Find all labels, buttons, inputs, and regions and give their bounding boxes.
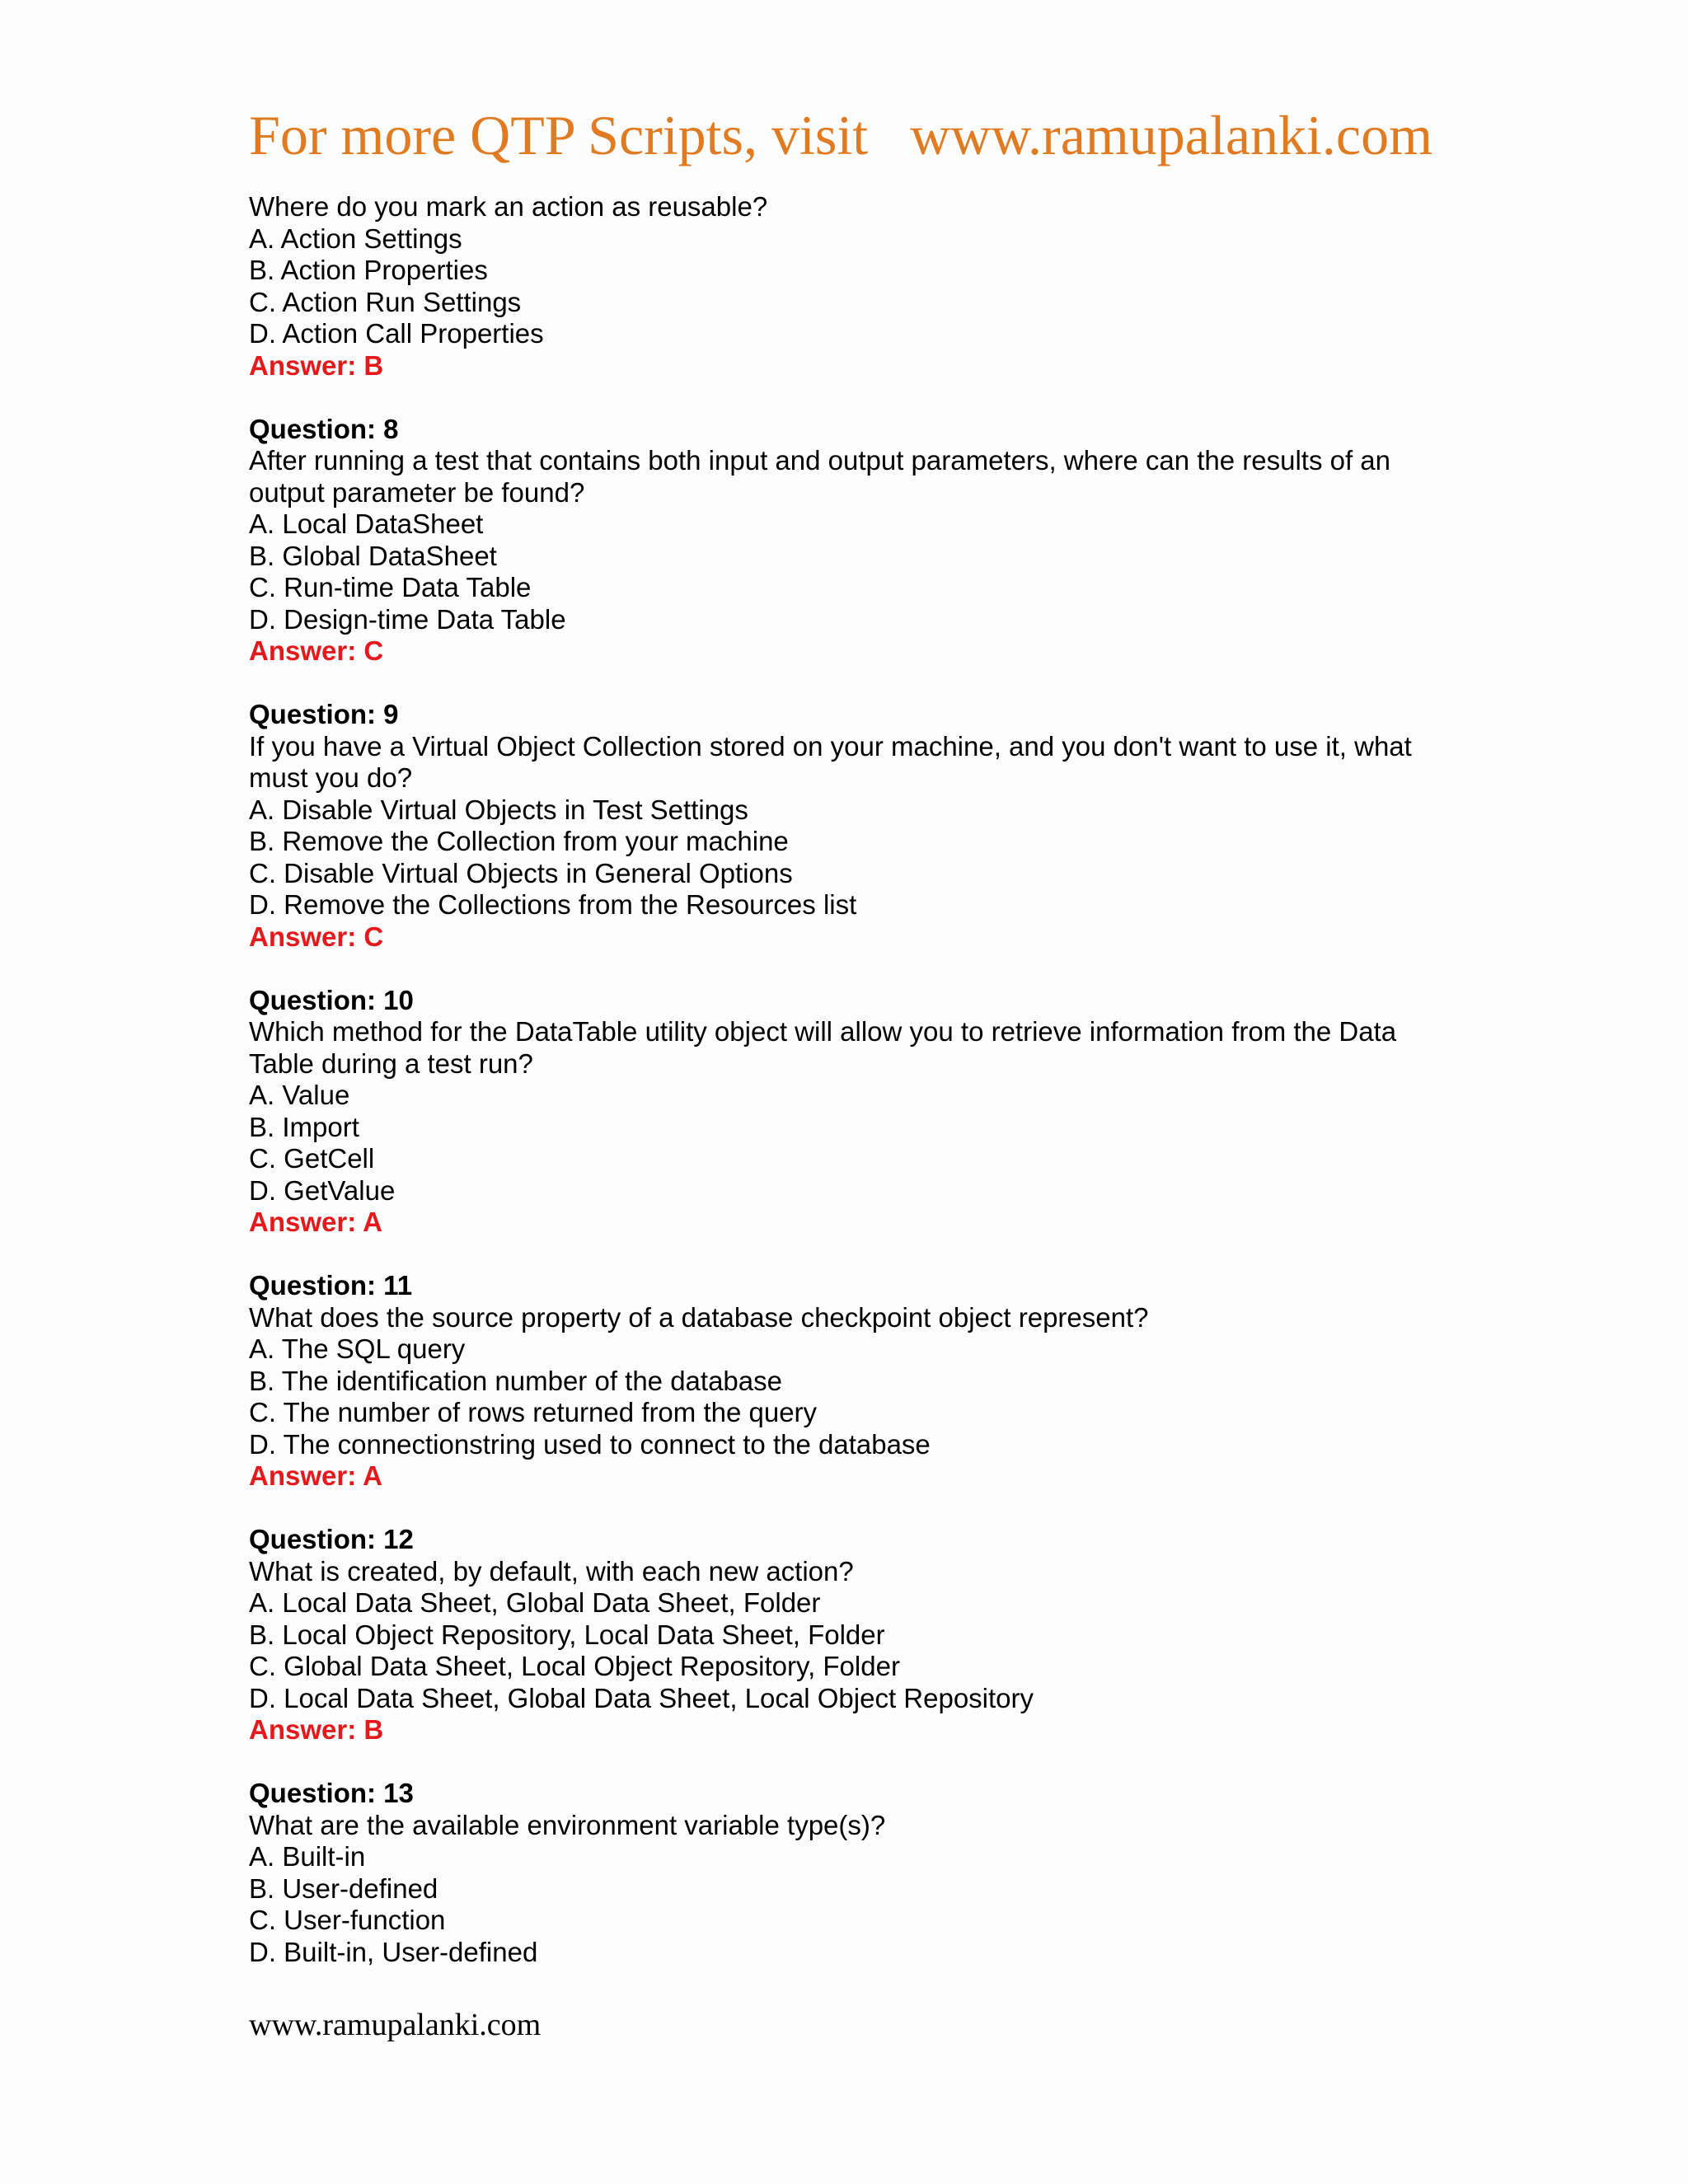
question-text: What does the source property of a database checkpoint object represent? (249, 1301, 1149, 1333)
question-block (249, 699, 1485, 953)
answer-option: A. Disable Virtual Objects in Test Settings (249, 794, 748, 825)
question-block (249, 1778, 1485, 1968)
answer-option: B. Remove the Collection from your machine (249, 826, 789, 856)
answer-option: B. Local Object Repository, Local Data Sheet, Folder (249, 1619, 885, 1650)
question-block (249, 985, 1485, 1239)
question-number: Question: 12 (249, 1524, 414, 1554)
answer-option: B. Action Properties (249, 255, 488, 285)
spacer (249, 668, 1485, 700)
document-page (249, 96, 1485, 1968)
spacer (249, 1239, 1485, 1271)
question-block (249, 1270, 1485, 1493)
answer-option: A. The SQL query (249, 1333, 466, 1364)
spacer (249, 953, 1485, 985)
answer-option: C. Action Run Settings (249, 286, 522, 317)
answer-option: A. Built-in (249, 1841, 366, 1872)
question-text: Table during a test run? (249, 1047, 533, 1079)
question-text: What is created, by default, with each new action? (249, 1555, 854, 1586)
answer-option: B. Global DataSheet (249, 540, 497, 571)
question-text: must you do? (249, 762, 413, 793)
answer-option: B. User-defined (249, 1872, 438, 1904)
question-text: Which method for the DataTable utility object will allow you to retrieve information from the Data (249, 1016, 1397, 1047)
answer-option: D. Local Data Sheet, Global Data Sheet, Local Object Repository (249, 1682, 1034, 1713)
answer-option: C. The number of rows returned from the query (249, 1397, 818, 1427)
answer-option: B. Import (249, 1111, 359, 1142)
answer-option: C. Global Data Sheet, Local Object Repository, Folder (249, 1651, 900, 1681)
answer-option: D. Built-in, User-defined (249, 1936, 538, 1967)
answer-option: D. Action Call Properties (249, 318, 544, 349)
answer-option: B. The identification number of the database (249, 1365, 782, 1396)
footer-website: www.ramupalanki.com (249, 2008, 542, 2042)
question-text: output parameter be found? (249, 476, 585, 508)
page-header-banner: For more QTP Scripts, visit www.ramupalanki.com (249, 104, 1433, 166)
question-block (249, 1524, 1485, 1746)
correct-answer: Answer: B (249, 1714, 384, 1745)
question-text: If you have a Virtual Object Collection stored on your machine, and you don't want to use it, what (249, 730, 1412, 762)
spacer (249, 1746, 1485, 1779)
answer-option: C. User-function (249, 1905, 446, 1935)
question-number: Question: 11 (249, 1270, 413, 1301)
question-block (249, 191, 1485, 382)
correct-answer: Answer: A (249, 1207, 382, 1237)
question-number: Question: 8 (249, 413, 399, 444)
answer-option: D. Design-time Data Table (249, 603, 566, 635)
question-text: What are the available environment variable type(s)? (249, 1809, 886, 1840)
question-text: After running a test that contains both input and output parameters, where can the results of an (249, 445, 1391, 476)
question-number: Question: 9 (249, 699, 399, 729)
correct-answer: Answer: B (249, 349, 384, 381)
answer-option: A. Value (249, 1080, 350, 1110)
spacer (249, 382, 1485, 414)
question-number: Question: 10 (249, 984, 414, 1015)
answer-option: A. Action Settings (249, 223, 462, 254)
answer-option: D. The connectionstring used to connect to the database (249, 1428, 931, 1460)
answer-option: D. Remove the Collections from the Resources list (249, 889, 857, 920)
answer-option: C. Disable Virtual Objects in General Options (249, 857, 793, 888)
answer-option: C. GetCell (249, 1143, 375, 1174)
correct-answer: Answer: A (249, 1460, 382, 1491)
answer-option: A. Local DataSheet (249, 509, 484, 539)
correct-answer: Answer: C (249, 635, 384, 666)
answer-option: C. Run-time Data Table (249, 572, 532, 602)
correct-answer: Answer: C (249, 921, 384, 952)
answer-option: A. Local Data Sheet, Global Data Sheet, Folder (249, 1587, 821, 1618)
question-list (249, 191, 1485, 1968)
question-text: Where do you mark an action as reusable? (249, 191, 768, 222)
spacer (249, 1493, 1485, 1525)
question-number: Question: 13 (249, 1778, 414, 1808)
answer-option: D. GetValue (249, 1174, 396, 1206)
question-block (249, 414, 1485, 668)
